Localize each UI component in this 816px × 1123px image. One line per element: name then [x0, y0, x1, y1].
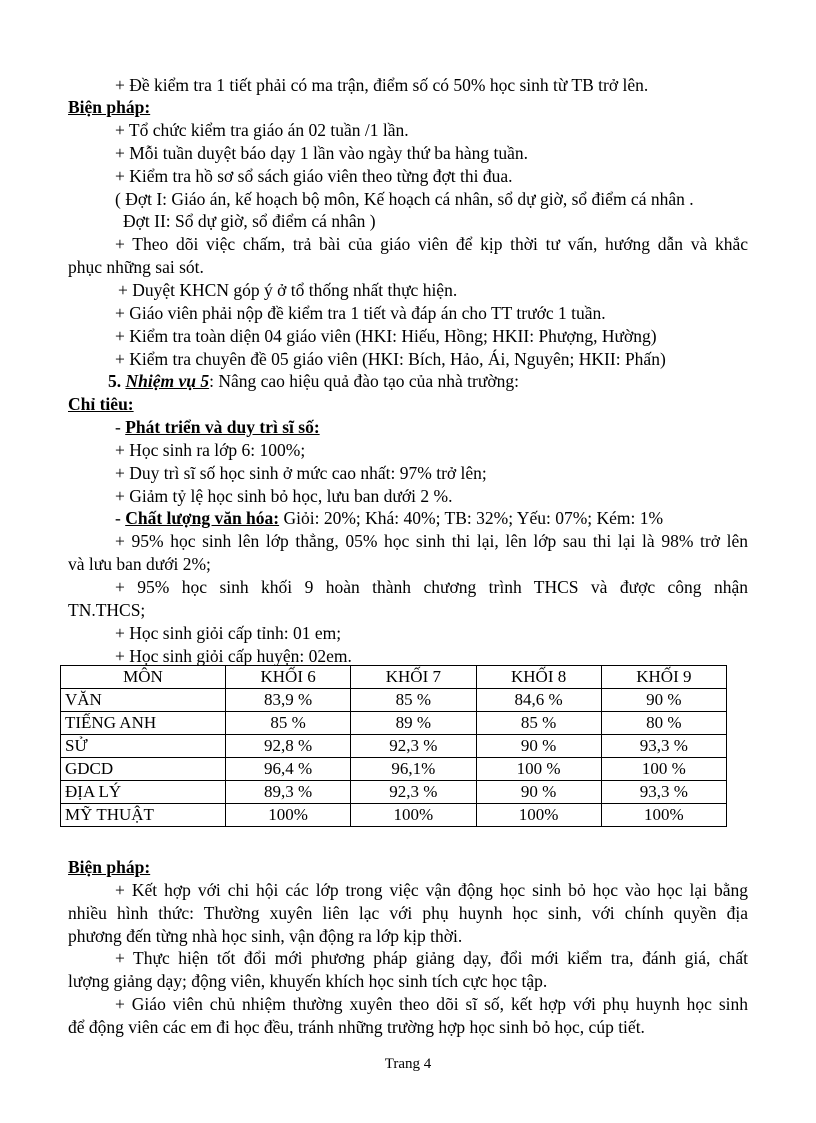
value-cell: 96,1% — [351, 758, 476, 781]
header-cell: KHỐI 7 — [351, 666, 476, 689]
subheading-phat-trien — [115, 417, 797, 437]
text-line: phương đến từng nhà học sinh, vận động ra lớp kịp thời. — [68, 926, 463, 946]
value-cell: 84,6 % — [476, 689, 601, 712]
dash: - — [115, 417, 126, 437]
text-line: + Kết hợp với chi hội các lớp trong việc vận động học sinh bỏ học vào học lại bằng — [115, 880, 748, 900]
value-cell: 83,9 % — [226, 689, 351, 712]
text-line: + Giáo viên chủ nhiệm thường xuyên theo dõi sĩ số, kết hợp với phụ huynh học sinh — [115, 994, 748, 1014]
table-row — [61, 735, 727, 758]
phat-trien-label: Phát triển và duy trì sĩ số: — [125, 417, 320, 437]
text-line: lượng giảng dạy; động viên, khuyến khích học sinh tích cực học tập. — [68, 971, 548, 991]
value-cell: 100 % — [601, 758, 726, 781]
value-cell: 90 % — [601, 689, 726, 712]
subheading-chat-luong — [115, 508, 797, 528]
value-cell: 89,3 % — [226, 781, 351, 804]
text-line: phục những sai sót. — [68, 257, 204, 277]
value-cell: 85 % — [226, 712, 351, 735]
heading-chi-tieu: Chỉ tiêu: — [68, 394, 134, 414]
subject-cell: SỬ — [61, 735, 226, 758]
text-line: + Theo dõi việc chấm, trả bài của giáo viên để kịp thời tư vấn, hướng dẫn và khắc — [115, 234, 748, 254]
nhiem-vu-number: 5. — [108, 371, 126, 391]
text-line: + 95% học sinh lên lớp thẳng, 05% học sinh thi lại, lên lớp sau thi lại là 98% trở lên — [115, 531, 748, 551]
text-line: + Giáo viên phải nộp đề kiểm tra 1 tiết và đáp án cho TT trước 1 tuần. — [115, 303, 606, 323]
value-cell: 92,8 % — [226, 735, 351, 758]
header-cell: KHỐI 6 — [226, 666, 351, 689]
subject-cell: GDCD — [61, 758, 226, 781]
text-line: + Học sinh giỏi cấp tỉnh: 01 em; — [115, 623, 342, 643]
text-line: + Duyệt KHCN góp ý ở tổ thống nhất thực hiện. — [118, 280, 458, 300]
value-cell: 96,4 % — [226, 758, 351, 781]
value-cell: 100% — [476, 804, 601, 827]
subject-cell: VĂN — [61, 689, 226, 712]
text-line: và lưu ban dưới 2%; — [68, 554, 211, 574]
value-cell: 90 % — [476, 735, 601, 758]
value-cell: 93,3 % — [601, 781, 726, 804]
chat-luong-text: Giỏi: 20%; Khá: 40%; TB: 32%; Yếu: 07%; Kém: 1% — [279, 508, 664, 528]
text-line: Đợt II: Sổ dự giờ, sổ điểm cá nhân ) — [123, 211, 376, 231]
value-cell: 100% — [601, 804, 726, 827]
subject-cell: MỸ THUẬT — [61, 804, 226, 827]
text-line: + Kiểm tra chuyên đề 05 giáo viên (HKI: Bích, Hảo, Ái, Nguyên; HKII: Phấn) — [115, 349, 666, 369]
subject-cell: TIẾNG ANH — [61, 712, 226, 735]
value-cell: 92,3 % — [351, 781, 476, 804]
table-row — [61, 758, 727, 781]
table-row — [61, 712, 727, 735]
text-line: để động viên các em đi học đều, tránh những trường hợp học sinh bỏ học, cúp tiết. — [68, 1017, 645, 1037]
value-cell: 100 % — [476, 758, 601, 781]
value-cell: 92,3 % — [351, 735, 476, 758]
nhiem-vu-text: : Nâng cao hiệu quả đào tạo của nhà trường: — [209, 371, 519, 391]
page-number: Trang 4 — [384, 1056, 432, 1072]
text-line: + Tổ chức kiểm tra giáo án 02 tuần /1 lần. — [115, 120, 409, 140]
chat-luong-label: Chất lượng văn hóa: — [125, 508, 280, 528]
value-cell: 100% — [226, 804, 351, 827]
text-line: + Kiểm tra toàn diện 04 giáo viên (HKI: Hiếu, Hồng; HKII: Phượng, Hường) — [115, 326, 657, 346]
value-cell: 85 % — [476, 712, 601, 735]
text-line: ( Đợt I: Giáo án, kế hoạch bộ môn, Kế hoạch cá nhân, sổ dự giờ, sổ điểm cá nhân . — [115, 189, 694, 209]
heading-bien-phap-2: Biện pháp: — [68, 857, 151, 877]
heading-nhiem-vu-5 — [108, 371, 790, 391]
value-cell: 100% — [351, 804, 476, 827]
text-line: nhiều hình thức: Thường xuyên liên lạc với phụ huynh học sinh, với chính quyền địa — [68, 903, 748, 923]
text-line: + Duy trì sĩ số học sinh ở mức cao nhất: 97% trở lên; — [115, 463, 487, 483]
table-row — [61, 689, 727, 712]
heading-bien-phap: Biện pháp: — [68, 97, 151, 117]
text-line: + Đề kiểm tra 1 tiết phải có ma trận, điểm số có 50% học sinh từ TB trở lên. — [115, 75, 649, 95]
text-line: + 95% học sinh khối 9 hoàn thành chương trình THCS và được công nhận — [115, 577, 748, 597]
value-cell: 80 % — [601, 712, 726, 735]
text-line: + Thực hiện tốt đổi mới phương pháp giảng dạy, đổi mới kiểm tra, đánh giá, chất — [115, 948, 748, 968]
table-header-row — [61, 666, 727, 689]
value-cell: 89 % — [351, 712, 476, 735]
table-row — [61, 804, 727, 827]
table-row — [61, 781, 727, 804]
header-cell: MÔN — [61, 666, 226, 689]
header-cell: KHỐI 9 — [601, 666, 726, 689]
nhiem-vu-label: Nhiệm vụ 5 — [125, 371, 210, 391]
grade-table — [60, 665, 727, 827]
text-line: + Mỗi tuần duyệt báo dạy 1 lần vào ngày thứ ba hàng tuần. — [115, 143, 529, 163]
value-cell: 90 % — [476, 781, 601, 804]
dash: - — [115, 508, 126, 528]
text-line: + Học sinh giỏi cấp huyện: 02em. — [115, 646, 352, 666]
text-line: + Kiểm tra hồ sơ sổ sách giáo viên theo từng đợt thi đua. — [115, 166, 513, 186]
subject-cell: ĐỊA LÝ — [61, 781, 226, 804]
text-line: TN.THCS; — [68, 600, 146, 620]
value-cell: 85 % — [351, 689, 476, 712]
value-cell: 93,3 % — [601, 735, 726, 758]
header-cell: KHỐI 8 — [476, 666, 601, 689]
text-line: + Học sinh ra lớp 6: 100%; — [115, 440, 306, 460]
text-line: + Giảm tỷ lệ học sinh bỏ học, lưu ban dưới 2 %. — [115, 486, 453, 506]
